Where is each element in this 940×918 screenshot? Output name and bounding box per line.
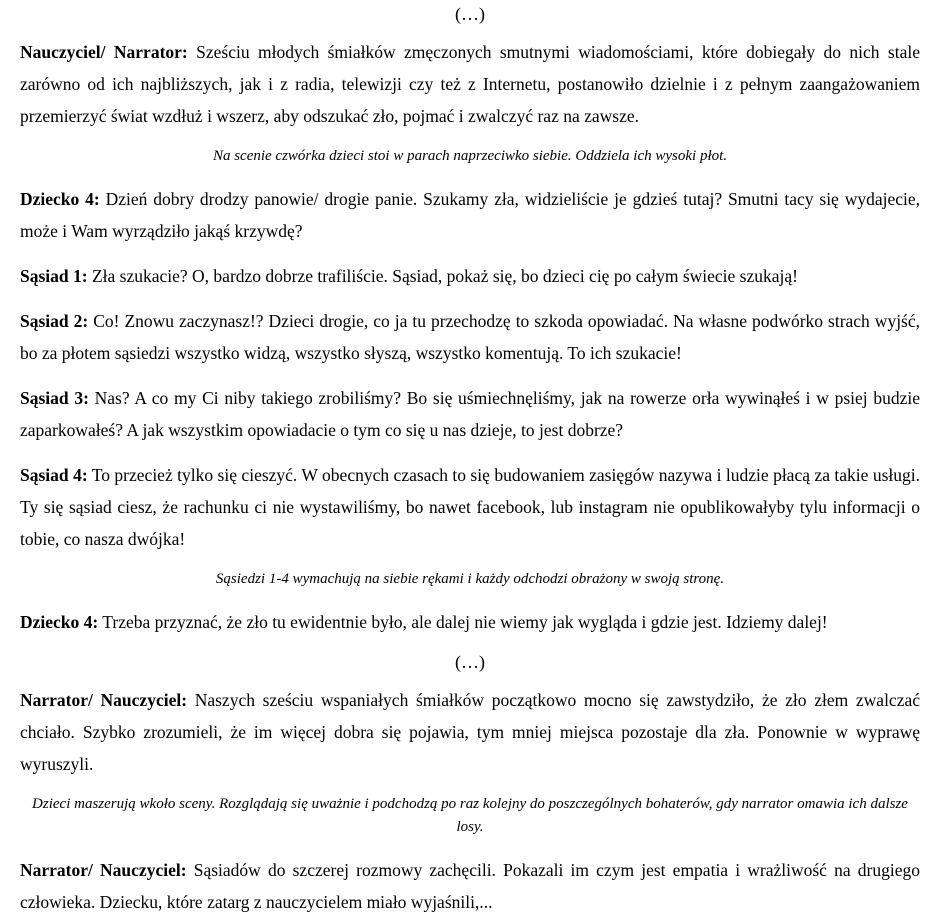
stage-direction: Sąsiedzi 1-4 wymachują na siebie rękami i każdy odchodzi obrażony w swoją stronę. (215, 571, 725, 587)
dialogue-paragraph: Narrator/ Nauczyciel: Naszych sześciu wspaniałych śmiałków początkowo mocno się zawstydziło, że zło złem zwalczać chciało. Szybko zrozumieli, że im więcej dobra się pojawia, tym mniej miejsca pozostaje dla zła. Ponownie w wyprawę wyruszyli. (20, 690, 921, 774)
scene-break-ellipsis: (…) (455, 4, 485, 24)
speaker-label: Dziecko 4: (20, 189, 100, 209)
dialogue-paragraph: Sąsiad 1: Zła szukacie? O, bardzo dobrze trafiliście. Sąsiad, pokaż się, bo dzieci cię po całym świecie szukają! (20, 266, 798, 286)
stage-direction: Dzieci maszerują wkoło sceny. Rozglądają się uważnie i podchodzą po raz kolejny do poszczególnych bohaterów, gdy narrator omawia ich dalsze losy. (32, 796, 908, 835)
speaker-label: Narrator/ Nauczyciel: (20, 690, 188, 710)
dialogue-paragraph: Sąsiad 3: Nas? A co my Ci niby takiego zrobiliśmy? Bo się uśmiechnęliśmy, jak na rowerze orła wywinąłeś i w psiej budzie zaparkowałeś? A jak wszystkim opowiadacie o tym co się u nas dzieje, to jest dobrze? (20, 388, 920, 440)
speaker-label: Narrator/ Nauczyciel: (20, 860, 187, 880)
stage-direction: Na scenie czwórka dzieci stoi w parach naprzeciwko siebie. Oddziela ich wysoki płot. (212, 148, 728, 164)
speaker-label: Sąsiad 2: (20, 311, 89, 331)
speaker-label: Sąsiad 1: (20, 266, 88, 286)
dialogue-paragraph: Dziecko 4: Trzeba przyznać, że zło tu ewidentnie było, ale dalej nie wiemy jak wygląda i gdzie jest. Idziemy dalej! (20, 612, 828, 632)
dialogue-paragraph: Nauczyciel/ Narrator: Sześciu młodych śmiałków zmęczonych smutnymi wiadomościami, które dobiegały do nich stale zarówno od ich najbliższych, jak i z radia, telewizji czy też z Internetu, postanowiło dzielnie i z pełnym zaangażowaniem przemierzyć świat wzdłuż i wszerz, aby odszukać zło, pojmać i zwalczyć raz na zawsze. (20, 42, 921, 126)
speaker-label: Sąsiad 3: (20, 388, 89, 408)
speaker-label: Sąsiad 4: (20, 465, 88, 485)
speaker-label: Dziecko 4: (20, 612, 99, 632)
dialogue-paragraph: Narrator/ Nauczyciel: Sąsiadów do szczerej rozmowy zachęcili. Pokazali im czym jest empatia i wrażliwość na drugiego człowieka. Dziecku, które zatarg z nauczycielem miało wyjaśnili,... (20, 860, 921, 912)
speaker-label: Nauczyciel/ Narrator: (20, 42, 188, 62)
dialogue-paragraph: Sąsiad 2: Co! Znowu zaczynasz!? Dzieci drogie, co ja tu przechodzę to szkoda opowiadać. Na własne podwórko strach wyjść, bo za płotem sąsiedzi wszystko widzą, wszystko słyszą, wszystko komentują. To ich szukacie! (20, 311, 921, 363)
scene-break-ellipsis: (…) (455, 652, 485, 672)
dialogue-paragraph: Sąsiad 4: To przecież tylko się cieszyć. W obecnych czasach to się budowaniem zasięgów nazywa i ludzie płacą za takie usługi. Ty się sąsiad ciesz, że rachunku ci nie wystawiliśmy, bo nawet facebook, lub instagram nie opublikowałyby tylu informacji o tobie, co nasza dwójka! (20, 465, 920, 549)
dialogue-paragraph: Dziecko 4: Dzień dobry drodzy panowie/ drogie panie. Szukamy zła, widzieliście je gdzieś tutaj? Smutni tacy się wydajecie, może i Wam wyrządziło jakąś krzywdę? (20, 189, 920, 241)
